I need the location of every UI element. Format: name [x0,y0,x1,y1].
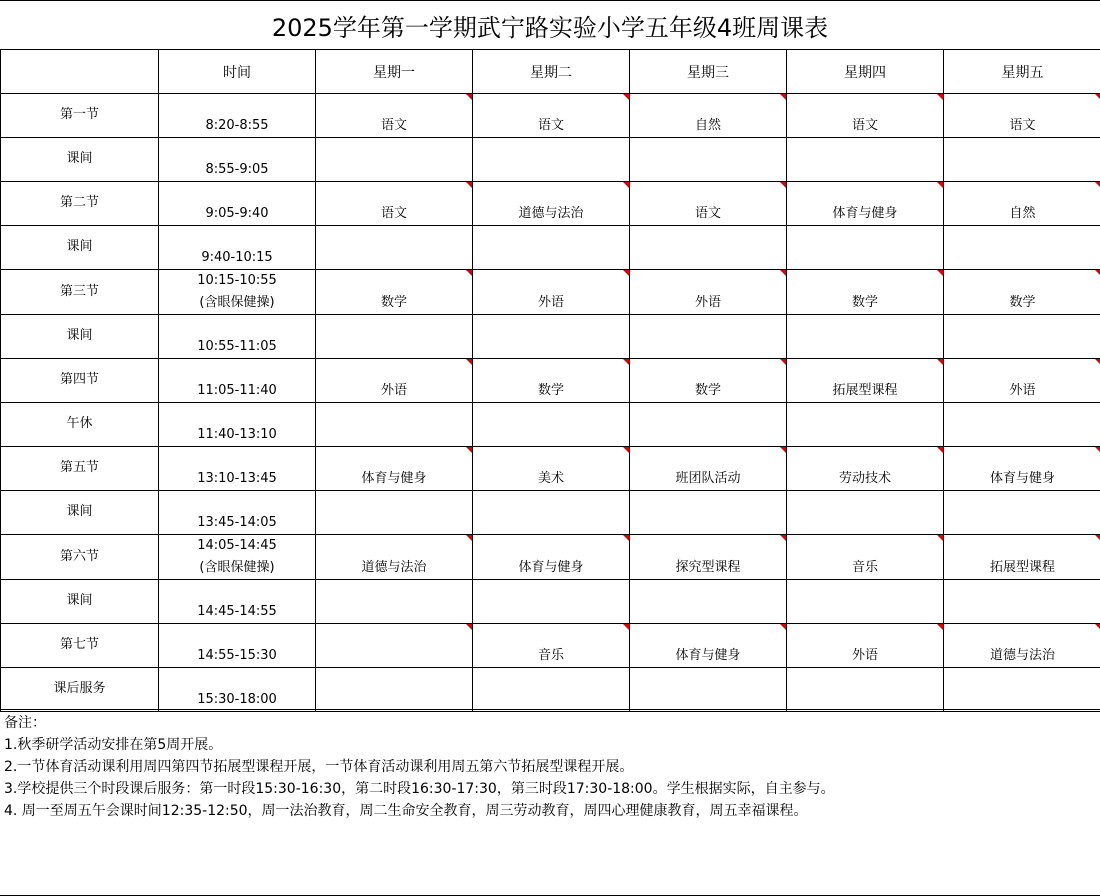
subject-cell[interactable] [944,138,1100,182]
time-text: 9:40-10:15 [201,250,273,265]
subject-cell[interactable] [787,138,944,182]
subject-cell[interactable] [630,315,787,359]
period-cell[interactable] [1,359,159,403]
subject-text: 语文 [537,118,564,133]
time-cell[interactable] [159,226,316,270]
subject-text: 体育与健身 [832,206,898,221]
subject-cell[interactable] [473,94,630,138]
subject-cell[interactable] [787,624,944,668]
time-cell[interactable] [159,270,316,315]
period-label: 午休 [66,416,93,431]
subject-text: 数学 [1009,295,1036,310]
time-text: (含眼保健操) [199,295,275,310]
subject-cell[interactable] [944,359,1100,403]
comment-indicator-icon[interactable] [937,182,943,188]
comment-indicator-icon[interactable] [1095,624,1100,630]
period-cell[interactable] [1,668,159,712]
subject-cell[interactable] [630,270,787,315]
header-day-wed[interactable]: 星期三 [630,50,787,94]
subject-text: 数学 [537,383,564,398]
subject-text: 数学 [380,295,407,310]
subject-cell[interactable] [944,270,1100,315]
comment-indicator-icon[interactable] [466,94,472,100]
period-label: 第六节 [59,548,99,564]
comment-indicator-icon[interactable] [466,359,472,365]
period-label: 第三节 [59,283,99,299]
subject-text: 音乐 [851,560,878,575]
subject-cell[interactable] [630,668,787,712]
comment-indicator-icon[interactable] [780,270,786,276]
page-title: 2025学年第一学期武宁路实验小学五年级4班周课表 [0,0,1100,50]
comment-indicator-icon[interactable] [780,624,786,630]
subject-cell[interactable] [473,138,630,182]
period-cell[interactable] [1,94,159,138]
subject-cell[interactable] [787,270,944,315]
subject-text: 拓展型课程 [989,560,1055,575]
period-label: 第七节 [59,637,99,652]
table-row [1,182,1100,226]
period-label: 课后服务 [53,681,106,696]
subject-text: 语文 [694,206,721,221]
subject-cell[interactable] [473,315,630,359]
comment-indicator-icon[interactable] [466,270,472,276]
comment-indicator-icon[interactable] [780,359,786,365]
timetable-table [0,49,1100,712]
subject-cell[interactable] [316,403,473,447]
comment-indicator-icon[interactable] [623,624,629,630]
subject-text: 语文 [380,118,407,133]
time-cell[interactable] [159,447,316,491]
time-text: 13:10-13:45 [197,471,277,486]
time-cell[interactable] [159,491,316,535]
time-text: 10:55-11:05 [197,339,277,354]
table-row [1,315,1100,359]
subject-cell[interactable] [787,668,944,712]
subject-cell[interactable] [944,447,1100,491]
table-row [1,94,1100,138]
subject-text: 探究型课程 [675,560,741,575]
period-label: 课间 [66,504,93,519]
comment-indicator-icon[interactable] [623,182,629,188]
comment-indicator-icon[interactable] [937,624,943,630]
subject-cell[interactable] [473,624,630,668]
time-text: 11:05-11:40 [197,383,277,398]
header-time[interactable]: 时间 [159,50,316,94]
time-cell[interactable] [159,580,316,624]
subject-cell[interactable] [944,668,1100,712]
subject-cell[interactable] [473,447,630,491]
comment-indicator-icon[interactable] [1095,270,1100,276]
comment-indicator-icon[interactable] [466,182,472,188]
period-cell[interactable] [1,624,159,668]
time-text: 14:45-14:55 [197,604,277,619]
subject-cell[interactable] [787,491,944,535]
period-label: 课间 [66,328,93,343]
period-cell[interactable] [1,138,159,182]
subject-cell[interactable] [944,226,1100,270]
subject-cell[interactable] [316,668,473,712]
time-cell[interactable] [159,315,316,359]
comment-indicator-icon[interactable] [1095,359,1100,365]
subject-cell[interactable] [630,94,787,138]
subject-text: 语文 [851,118,878,133]
subject-cell[interactable] [787,447,944,491]
subject-cell[interactable] [473,491,630,535]
subject-cell[interactable] [630,226,787,270]
subject-cell[interactable] [787,580,944,624]
period-cell[interactable] [1,226,159,270]
table-row [1,491,1100,535]
table-row [1,138,1100,182]
subject-cell[interactable] [630,182,787,226]
period-cell[interactable] [1,270,159,315]
comment-indicator-icon[interactable] [937,359,943,365]
time-text: 13:45-14:05 [197,515,277,530]
period-label: 课间 [66,151,93,166]
table-row [1,270,1100,315]
comment-indicator-icon[interactable] [623,94,629,100]
subject-cell[interactable] [630,447,787,491]
period-cell[interactable] [1,182,159,226]
notes-heading: 备注： [4,715,46,731]
subject-cell[interactable] [787,94,944,138]
subject-text: 班团队活动 [675,471,741,486]
table-row [1,447,1100,491]
time-cell[interactable] [159,624,316,668]
subject-cell[interactable] [473,403,630,447]
subject-cell[interactable] [787,359,944,403]
period-label: 第五节 [59,460,99,475]
subject-cell[interactable] [473,580,630,624]
subject-cell[interactable] [316,580,473,624]
subject-text: 音乐 [537,648,564,663]
table-row [1,226,1100,270]
comment-indicator-icon[interactable] [1095,182,1100,188]
subject-cell[interactable] [473,226,630,270]
period-cell[interactable] [1,491,159,535]
time-cell[interactable] [159,94,316,138]
subject-text: 拓展型课程 [832,383,898,398]
subject-cell[interactable] [316,315,473,359]
subject-cell[interactable] [944,94,1100,138]
time-text: 8:20-8:55 [205,118,269,133]
subject-cell[interactable] [630,535,787,580]
comment-indicator-icon[interactable] [466,535,472,541]
comment-indicator-icon[interactable] [937,535,943,541]
period-cell[interactable] [1,580,159,624]
period-label: 课间 [66,239,93,254]
subject-text: 体育与健身 [675,648,741,663]
comment-indicator-icon[interactable] [466,447,472,453]
subject-text: 道德与法治 [361,560,427,575]
time-cell[interactable] [159,182,316,226]
comment-indicator-icon[interactable] [466,624,472,630]
comment-indicator-icon[interactable] [780,535,786,541]
subject-cell[interactable] [787,226,944,270]
subject-cell[interactable] [944,535,1100,580]
subject-text: 语文 [380,206,407,221]
header-corner-cell[interactable] [1,50,159,94]
comment-indicator-icon[interactable] [937,447,943,453]
subject-cell[interactable] [630,403,787,447]
period-label: 第四节 [59,372,99,387]
time-cell[interactable] [159,359,316,403]
comment-indicator-icon[interactable] [1095,94,1100,100]
subject-cell[interactable] [944,315,1100,359]
subject-text: 数学 [851,295,878,310]
note-line: 1.秋季研学活动安排在第5周开展。 [4,737,223,753]
subject-cell[interactable] [473,535,630,580]
subject-text: 美术 [537,471,564,486]
period-cell[interactable] [1,447,159,491]
subject-cell[interactable] [787,315,944,359]
header-day-thu[interactable]: 星期四 [787,50,944,94]
subject-cell[interactable] [630,138,787,182]
time-text: 14:05-14:45 [197,538,277,553]
time-text: 15:30-18:00 [197,692,277,707]
subject-cell[interactable] [473,182,630,226]
subject-text: 自然 [1009,206,1036,221]
subject-cell[interactable] [473,668,630,712]
subject-text: 外语 [694,295,721,310]
time-text: 14:55-15:30 [197,648,277,663]
period-label: 课间 [66,593,93,608]
period-cell[interactable] [1,315,159,359]
comment-indicator-icon[interactable] [623,270,629,276]
note-line: 4. 周一至周五午会课时间12:35-12:50，周一法治教育，周二生命安全教育，周三劳动教育，周四心理健康教育，周五幸福课程。 [4,803,808,819]
subject-cell[interactable] [944,491,1100,535]
time-text: 11:40-13:10 [197,427,277,442]
subject-cell[interactable] [944,624,1100,668]
subject-cell[interactable] [316,624,473,668]
subject-cell[interactable] [787,535,944,580]
table-row [1,403,1100,447]
header-row [1,50,1100,94]
subject-cell[interactable] [316,270,473,315]
comment-indicator-icon[interactable] [623,447,629,453]
subject-text: 数学 [694,383,721,398]
subject-cell[interactable] [944,403,1100,447]
table-row [1,668,1100,712]
time-cell[interactable] [159,138,316,182]
period-label: 第二节 [59,195,99,210]
table-row [1,359,1100,403]
subject-text: 外语 [380,383,407,398]
subject-text: 体育与健身 [989,471,1055,486]
subject-cell[interactable] [630,580,787,624]
subject-cell[interactable] [944,182,1100,226]
period-label: 第一节 [59,107,99,122]
time-text: 9:05-9:40 [205,206,269,221]
subject-text: 道德与法治 [518,206,584,221]
comment-indicator-icon[interactable] [1095,447,1100,453]
subject-cell[interactable] [316,491,473,535]
comment-indicator-icon[interactable] [780,94,786,100]
table-row [1,535,1100,580]
comment-indicator-icon[interactable] [1095,535,1100,541]
comment-indicator-icon[interactable] [937,94,943,100]
subject-text: 体育与健身 [518,560,584,575]
subject-text: 语文 [1009,118,1036,133]
subject-cell[interactable] [316,182,473,226]
header-day-tue[interactable]: 星期二 [473,50,630,94]
time-cell[interactable] [159,668,316,712]
subject-cell[interactable] [787,182,944,226]
header-day-mon[interactable]: 星期一 [316,50,473,94]
comment-indicator-icon[interactable] [623,535,629,541]
subject-cell[interactable] [316,535,473,580]
table-row [1,624,1100,668]
subject-cell[interactable] [944,580,1100,624]
period-cell[interactable] [1,535,159,580]
period-cell[interactable] [1,403,159,447]
subject-cell[interactable] [630,491,787,535]
time-text: 8:55-9:05 [205,162,269,177]
subject-text: 自然 [694,118,721,133]
subject-cell[interactable] [316,226,473,270]
subject-cell[interactable] [473,270,630,315]
comment-indicator-icon[interactable] [780,447,786,453]
header-day-fri[interactable]: 星期五 [944,50,1100,94]
subject-text: 劳动技术 [838,471,891,486]
time-text: 10:15-10:55 [197,273,277,288]
subject-cell[interactable] [630,359,787,403]
note-line: 3.学校提供三个时段课后服务：第一时段15:30-16:30，第二时段16:30-17:30，第三时段17:30-18:00。学生根据实际，自主参与。 [4,781,835,797]
subject-cell[interactable] [630,624,787,668]
notes-section[interactable] [0,709,1100,896]
time-text: (含眼保健操) [199,560,275,575]
subject-text: 外语 [1009,383,1036,398]
subject-cell[interactable] [316,447,473,491]
subject-cell[interactable] [316,359,473,403]
subject-cell[interactable] [473,359,630,403]
subject-text: 体育与健身 [361,471,427,486]
time-cell[interactable] [159,403,316,447]
comment-indicator-icon[interactable] [780,182,786,188]
time-cell[interactable] [159,535,316,580]
subject-text: 外语 [537,295,564,310]
table-row [1,580,1100,624]
subject-cell[interactable] [316,94,473,138]
subject-cell[interactable] [316,138,473,182]
comment-indicator-icon[interactable] [937,270,943,276]
comment-indicator-icon[interactable] [623,359,629,365]
note-line: 2.一节体育活动课利用周四第四节拓展型课程开展，一节体育活动课利用周五第六节拓展型课程开展。 [4,759,634,775]
subject-text: 外语 [851,648,878,663]
subject-text: 道德与法治 [989,648,1055,663]
subject-cell[interactable] [787,403,944,447]
